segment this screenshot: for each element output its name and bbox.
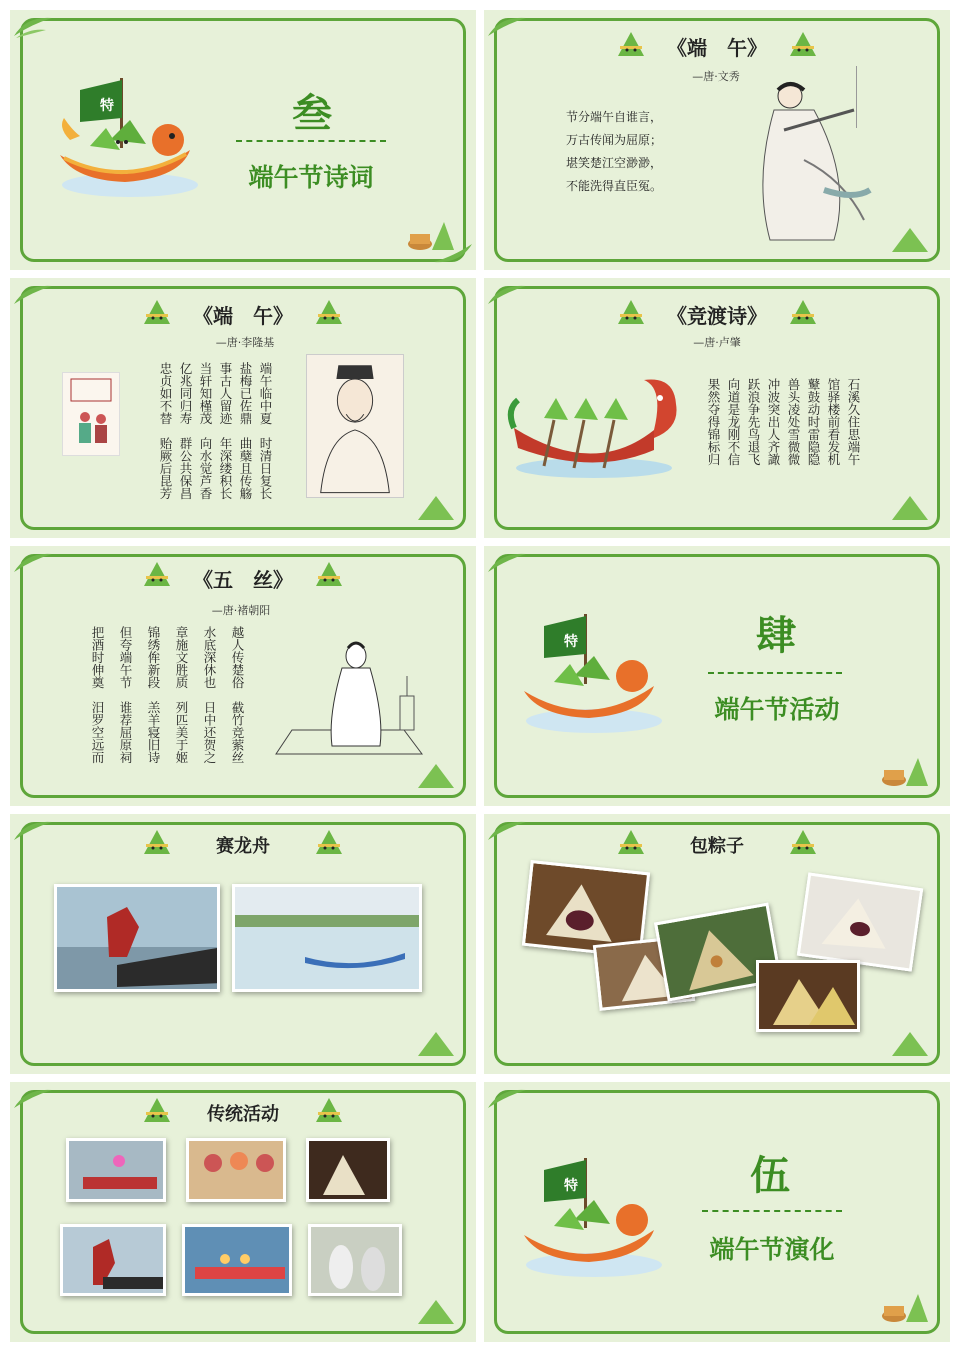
photo-zongzi-5 [756,960,860,1032]
emperor-portrait [306,354,404,498]
poem-author: —唐·文秀 [692,70,740,83]
poem-title: 《五 丝》 [193,568,293,592]
poem-line: 节分端午自谁言， [566,110,663,124]
slide-poem-duanwu-lilongji[interactable] [10,278,476,538]
slide-poem-wusi[interactable] [10,546,476,806]
poem-line: 万古传闻为屈原； [566,133,663,147]
dragon-boat-zongzi-icon [514,606,664,736]
calligraphy-seal [856,66,872,128]
slide-section-4[interactable] [484,546,950,806]
poem-column: 盐梅已佐鼎 曲蘖且传觞 [238,362,253,500]
scholar-illustration [272,636,432,764]
slide-frame [20,1090,466,1334]
zongzi-mascot-icon [312,1096,346,1126]
poem-column: 亿兆同归寿 群公共保昌 [178,362,193,500]
zongzi-icon [416,760,456,792]
poem-author: —唐·褚朝阳 [211,604,271,617]
poem-line: 堪笑楚江空渺渺， [566,156,663,170]
bamboo-leaf-icon [430,240,474,266]
poem-column: 忠贞如不替 贻厥后昆芳 [158,362,173,500]
photo-zongzi-4 [797,872,924,971]
poem-column: 水底深休也 日中还贺之 [202,626,217,764]
poem-author: —唐·李隆基 [215,336,275,349]
poem-column: 鼙鼓动时雷隐隐 [806,378,821,466]
slide-heading: 包粽子 [690,836,744,857]
poem-column: 但夸端午节 谁荐屈原祠 [118,626,133,764]
slide-poem-duanwu-wenxiu[interactable] [484,10,950,270]
zongzi-icon [416,1028,456,1060]
zongzi-icon [890,224,930,256]
zongzi-icon [890,1028,930,1060]
photo-activity-5 [182,1224,292,1296]
scroll-painting [62,372,120,456]
zongzi-icon [416,1296,456,1328]
poem-title: 《端 午》 [667,36,767,60]
divider [236,140,386,142]
slide-heading: 传统活动 [207,1104,279,1125]
zongzi-mascot-icon [786,298,820,328]
section-numeral: 肆 [756,613,796,659]
photo-activity-2 [186,1138,286,1202]
poem-columns [90,626,244,764]
slide-traditional-activities[interactable] [10,1082,476,1342]
slide-heading: 赛龙舟 [216,836,270,857]
section-subtitle: 端午节演化 [709,1235,835,1264]
section-numeral: 叁 [292,91,332,137]
zongzi-icon [890,492,930,524]
poem-line: 不能洗得直臣冤。 [566,179,663,193]
poem-column: 兽头凌处雪微微 [786,378,801,466]
poem-lines [566,106,696,198]
slide-dragon-boat-race[interactable] [10,814,476,1074]
poem-column: 锦绣侔新段 羔羊寝旧诗 [146,626,161,764]
poem-column: 事古人留迹 年深缕积长 [218,362,233,500]
slide-making-zongzi[interactable] [484,814,950,1074]
zongzi-mascot-icon [786,30,820,60]
tea-zongzi-icon [878,1288,930,1328]
flag-char: 特 [100,98,114,114]
photo-activity-6 [308,1224,402,1296]
zongzi-mascot-icon [312,560,346,590]
bamboo-leaf-icon [486,550,530,576]
poem-column: 果然夺得锦标归 [706,378,721,466]
divider [702,1210,842,1212]
slide-section-3[interactable] [10,10,476,270]
tea-zongzi-icon [878,752,930,792]
section-subtitle: 端午节诗词 [248,163,374,192]
poem-column: 冲波突出人齐譀 [766,378,781,466]
poem-columns [706,378,860,466]
poem-author: —唐·卢肇 [693,336,741,349]
poem-column: 端午临中夏 时清日复长 [258,362,273,500]
poem-title: 《竞渡诗》 [667,304,767,328]
section-numeral: 伍 [750,1153,790,1199]
divider [708,672,842,674]
slide-section-5[interactable] [484,1082,950,1342]
poem-columns [158,362,272,500]
poem-title: 《端 午》 [193,304,293,328]
flag-char: 特 [564,634,578,650]
poem-column: 向道是龙刚不信 [726,378,741,466]
poem-column: 把酒时伸奠 汨罗空远而 [90,626,105,764]
photo-activity-3 [306,1138,390,1202]
photo-dragon-boat-lake [232,884,422,992]
zongzi-mascot-icon [786,828,820,858]
photo-activity-1 [66,1138,166,1202]
slide-poem-jingdu[interactable] [484,278,950,538]
poem-column: 章施文胜质 列匹美于姬 [174,626,189,764]
poem-column: 跃浪争先鸟退飞 [746,378,761,466]
dragon-boat-zongzi-icon [50,70,200,200]
photo-dragon-head [54,884,220,992]
zongzi-mascot-icon [312,828,346,858]
flag-char: 特 [564,1178,578,1194]
bamboo-leaf-icon [486,1086,530,1112]
zongzi-icon [416,492,456,524]
qu-yuan-illustration [734,70,874,250]
section-subtitle: 端午节活动 [714,695,840,724]
dragon-boat-zongzi-icon [514,1150,664,1280]
zongzi-mascot-icon [312,298,346,328]
poem-column: 越人传楚俗 截竹竞萦丝 [230,626,245,764]
bamboo-leaf-icon [12,14,56,40]
photo-activity-4 [60,1224,166,1296]
poem-column: 当轩知槿茂 向水觉芦香 [198,362,213,500]
poem-column: 石溪久住思端午 [846,378,861,466]
dragon-boat-illustration [504,358,684,488]
poem-column: 馆驿楼前看发机 [826,378,841,466]
